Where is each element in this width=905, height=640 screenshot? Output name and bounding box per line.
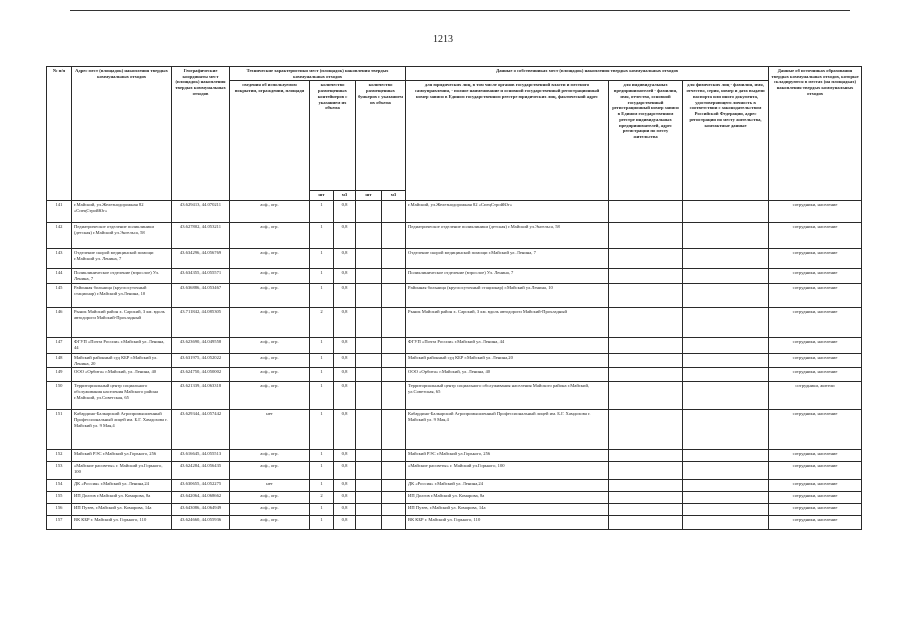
cell-owner: Территориальный центр социального обслуживания населения Майского района г.Майский, ул.Советская, 65	[406, 382, 609, 410]
cell-qty: 1	[310, 283, 334, 307]
cell-empty	[382, 382, 406, 410]
cell-empty	[683, 492, 769, 504]
cell-owner: г.Майский, ул.Железнодорожная 82 «СпецСтройЮг»	[406, 201, 609, 223]
cell-owner: Районная больница (круглосуточный стационар) г.Майский ул.Ленина, 10	[406, 283, 609, 307]
page-number: 1213	[433, 34, 453, 45]
unit-pcs: шт	[310, 191, 334, 201]
cell-empty	[356, 368, 382, 382]
cell-empty	[683, 504, 769, 516]
cell-qty: 1	[310, 410, 334, 450]
cell-coords: 43.616645, 44.055513	[172, 450, 230, 462]
cell-qty: 1	[310, 223, 334, 249]
cell-address: ВК КБР г. Майский ул. Горького, 110	[72, 516, 172, 530]
cell-num: 146	[47, 307, 72, 337]
cell-empty	[609, 492, 683, 504]
cell-vol: 0,8	[334, 504, 356, 516]
cell-surface: асф., огр.	[230, 462, 310, 480]
header-bunkers: количество размещенных бункеров с указанием их объема	[356, 81, 406, 191]
cell-empty	[382, 410, 406, 450]
cell-empty	[609, 480, 683, 492]
cell-address: ДК «Россия» г.Майский ул. Ленина,24	[72, 480, 172, 492]
cell-vol: 0,8	[334, 223, 356, 249]
cell-empty	[683, 223, 769, 249]
cell-empty	[683, 201, 769, 223]
cell-empty	[609, 353, 683, 367]
table-row	[47, 283, 862, 307]
cell-empty	[609, 269, 683, 283]
cell-qty: 1	[310, 269, 334, 283]
cell-empty	[683, 480, 769, 492]
cell-empty	[382, 504, 406, 516]
header-phys: для физических лиц - фамилия, имя, отчество, серия, номер и дата выдачи паспорта или иного документа, удостоверяющего личность в соответствии с законодательством Российской Федерации, адрес регистрации по месту жительства, контактные данные	[683, 81, 769, 201]
cell-address: г.Майский, ул.Железнодорожная 82 «СпецСтройЮг»	[72, 201, 172, 223]
cell-surface: асф., огр.	[230, 382, 310, 410]
cell-surface: асф., огр.	[230, 283, 310, 307]
cell-coords: 43.624750, 44.050002	[172, 368, 230, 382]
cell-coords: 43.636886, 44.053467	[172, 283, 230, 307]
cell-num: 153	[47, 462, 72, 480]
table-row	[47, 201, 862, 223]
cell-sources: сотрудники, население	[769, 462, 862, 480]
cell-empty	[382, 368, 406, 382]
table-row	[47, 480, 862, 492]
cell-empty	[382, 283, 406, 307]
cell-empty	[382, 450, 406, 462]
cell-address: Районная больница (круглосуточный стационар) г.Майский ул.Ленина, 10	[72, 283, 172, 307]
cell-sources: сотрудники, население	[769, 337, 862, 353]
cell-vol: 0,8	[334, 480, 356, 492]
header-sources: Данные об источниках образования твердых коммунальных отходов, которые складируются в местах (на площадках) накопления твердых коммунальных отходов	[769, 67, 862, 201]
cell-empty	[382, 269, 406, 283]
cell-owner: Отделение скорой медицинской помощи г.Майский ул. Ленина, 7	[406, 249, 609, 269]
cell-coords: 43.629344, 44.057442	[172, 410, 230, 450]
cell-coords: 43.624284, 44.056435	[172, 462, 230, 480]
cell-empty	[683, 307, 769, 337]
cell-sources: сотрудники, население	[769, 283, 862, 307]
cell-empty	[609, 410, 683, 450]
cell-empty	[609, 504, 683, 516]
table-row	[47, 353, 862, 367]
cell-qty: 1	[310, 480, 334, 492]
cell-owner: Кабардино-Балкарский Агропромышленный Профессиональный лицей им. Б.Г. Хамдохова г. Майский ул. 9 Мая,4	[406, 410, 609, 450]
cell-surface: асф., огр.	[230, 353, 310, 367]
cell-vol: 0,8	[334, 492, 356, 504]
cell-owner: ИП Пузев, г.Майский ул. Комарова, 14а	[406, 504, 609, 516]
cell-sources: сотрудники, население	[769, 516, 862, 530]
header-coords: Географические координаты мест (площадок) накопления твердых коммунальных отходов	[172, 67, 230, 201]
cell-address: ФГУП «Почта России» г.Майский ул. Ленина, 44	[72, 337, 172, 353]
cell-surface: асф., огр.	[230, 368, 310, 382]
cell-coords: 43.631975, 44.052022	[172, 353, 230, 367]
cell-address: «Майские рассветы» г. Майский ул.Горького, 100	[72, 462, 172, 480]
cell-empty	[609, 516, 683, 530]
cell-qty: 1	[310, 504, 334, 516]
header-tech: Технические характеристики мест (площадок) накопления твердых коммунальных отходов	[230, 67, 406, 81]
cell-empty	[609, 337, 683, 353]
cell-empty	[683, 382, 769, 410]
cell-empty	[683, 283, 769, 307]
cell-qty: 1	[310, 249, 334, 269]
cell-num: 157	[47, 516, 72, 530]
cell-empty	[683, 462, 769, 480]
cell-owner: ВК КБР г. Майский ул. Горького, 110	[406, 516, 609, 530]
cell-sources: сотрудники, население	[769, 480, 862, 492]
cell-num: 142	[47, 223, 72, 249]
cell-coords: 43.623690, 44.049558	[172, 337, 230, 353]
cell-num: 143	[47, 249, 72, 269]
cell-empty	[382, 223, 406, 249]
cell-empty	[382, 492, 406, 504]
cell-sources: сотрудники, население	[769, 201, 862, 223]
table-row	[47, 269, 862, 283]
cell-vol: 0,8	[334, 462, 356, 480]
cell-num: 141	[47, 201, 72, 223]
cell-empty	[683, 410, 769, 450]
cell-num: 154	[47, 480, 72, 492]
cell-coords: 43.642064, 44.068662	[172, 492, 230, 504]
cell-surface: асф., огр.	[230, 201, 310, 223]
cell-empty	[609, 249, 683, 269]
cell-owner: Поликлиническое отделение (взрослое) Ул. Ленина, 7	[406, 269, 609, 283]
cell-num: 150	[47, 382, 72, 410]
cell-qty: 1	[310, 462, 334, 480]
cell-sources: сотрудники, жители	[769, 382, 862, 410]
cell-surface: асф., огр.	[230, 504, 310, 516]
cell-vol: 0,8	[334, 382, 356, 410]
cell-surface: асф., огр.	[230, 223, 310, 249]
cell-sources: сотрудники, население	[769, 307, 862, 337]
cell-num: 144	[47, 269, 72, 283]
cell-empty	[356, 462, 382, 480]
cell-address: ИП Долгов г.Майский ул. Комарова, 8а	[72, 492, 172, 504]
cell-owner: Майский районный суд КБР г.Майский ул. Ленина,20	[406, 353, 609, 367]
cell-vol: 0,8	[334, 307, 356, 337]
header-num: № п/п	[47, 67, 72, 201]
cell-owner: ДК «Россия» г.Майский ул. Ленина,24	[406, 480, 609, 492]
cell-num: 156	[47, 504, 72, 516]
cell-empty	[382, 337, 406, 353]
cell-empty	[356, 337, 382, 353]
table-row	[47, 337, 862, 353]
cell-qty: 2	[310, 307, 334, 337]
table-row	[47, 450, 862, 462]
cell-sources: сотрудники, население	[769, 249, 862, 269]
cell-vol: 0,8	[334, 269, 356, 283]
cell-empty	[356, 283, 382, 307]
cell-empty	[382, 480, 406, 492]
cell-sources: сотрудники, население	[769, 492, 862, 504]
cell-empty	[356, 382, 382, 410]
cell-address: Рынок Майский район х. Сарский, 3 км. вдоль автодороги Майский-Прохладный	[72, 307, 172, 337]
cell-num: 151	[47, 410, 72, 450]
cell-address: Педиатрическое отделение поликлиники (детская) г.Майский ул.Энгельса, 58	[72, 223, 172, 249]
table-row	[47, 410, 862, 450]
cell-coords: 43.629413, 44.070211	[172, 201, 230, 223]
cell-empty	[683, 353, 769, 367]
cell-surface: асф., огр.	[230, 450, 310, 462]
cell-sources: сотрудники, население	[769, 410, 862, 450]
cell-sources: сотрудники, население	[769, 353, 862, 367]
cell-qty: 1	[310, 516, 334, 530]
cell-num: 149	[47, 368, 72, 382]
cell-address: ИП Пузев, г.Майский ул. Комарова, 14а	[72, 504, 172, 516]
cell-address: Поликлиническое отделение (взрослое) Ул. Ленина, 7	[72, 269, 172, 283]
cell-empty	[609, 462, 683, 480]
cell-owner: ООО «Орбита» г.Майский, ул. Ленина, 40	[406, 368, 609, 382]
cell-surface: асф., огр.	[230, 492, 310, 504]
cell-empty	[356, 410, 382, 450]
cell-num: 148	[47, 353, 72, 367]
cell-coords: 43.627802, 44.053211	[172, 223, 230, 249]
cell-owner: ИП Долгов г.Майский ул. Комарова, 8а	[406, 492, 609, 504]
header-address: Адрес мест (площадок) накопления твердых коммунальных отходов	[72, 67, 172, 201]
cell-empty	[356, 249, 382, 269]
header-containers: количество размещенных контейнеров с указанием их объема	[310, 81, 356, 191]
cell-empty	[382, 201, 406, 223]
cell-surface: нет	[230, 410, 310, 450]
header-rule	[70, 10, 850, 11]
table-row	[47, 223, 862, 249]
cell-surface: асф., огр.	[230, 516, 310, 530]
cell-empty	[356, 307, 382, 337]
table-body	[47, 201, 862, 530]
cell-vol: 0,8	[334, 353, 356, 367]
cell-address: Отделение скорой медицинской помощи г.Майский ул. Ленина, 7	[72, 249, 172, 269]
cell-empty	[609, 307, 683, 337]
cell-vol: 0,8	[334, 249, 356, 269]
cell-coords: 43.634355, 44.055571	[172, 269, 230, 283]
cell-empty	[609, 382, 683, 410]
header-owners: Данные о собственниках мест (площадок) накопления твердых коммунальных отходов	[406, 67, 769, 81]
cell-coords: 43.711842, 44.085305	[172, 307, 230, 337]
cell-sources: сотрудники, население	[769, 504, 862, 516]
cell-qty: 1	[310, 337, 334, 353]
table-row	[47, 462, 862, 480]
cell-vol: 0,8	[334, 450, 356, 462]
cell-coords: 43.621339, 44.063318	[172, 382, 230, 410]
cell-owner: Майский РЭС г.Майский ул.Горького, 256	[406, 450, 609, 462]
cell-num: 145	[47, 283, 72, 307]
cell-empty	[356, 492, 382, 504]
cell-owner: Педиатрическое отделение поликлиники (детская) г.Майский ул.Энгельса, 58	[406, 223, 609, 249]
cell-qty: 1	[310, 450, 334, 462]
cell-coords: 43.624660, 44.055936	[172, 516, 230, 530]
cell-empty	[683, 249, 769, 269]
cell-address: Кабардино-Балкарский Агропромышленный Профессиональный лицей им. Б.Г. Хамдохова г. Майский ул. 9 Мая,4	[72, 410, 172, 450]
cell-address: Майский РЭС г.Майский ул.Горького, 256	[72, 450, 172, 462]
unit-pcs-bunker: шт	[356, 191, 382, 201]
cell-coords: 43.643086, 44.064949	[172, 504, 230, 516]
cell-empty	[609, 368, 683, 382]
cell-qty: 1	[310, 382, 334, 410]
cell-sources: сотрудники, население	[769, 223, 862, 249]
cell-surface: асф., огр.	[230, 249, 310, 269]
cell-empty	[609, 223, 683, 249]
cell-coords: 43.630655, 44.052275	[172, 480, 230, 492]
cell-vol: 0,8	[334, 410, 356, 450]
cell-qty: 1	[310, 368, 334, 382]
cell-empty	[356, 504, 382, 516]
header-surface: сведения об используемом покрытии, ограждении, площади	[230, 81, 310, 201]
header-ip: для индивидуальных предпринимателей - фамилия, имя, отчество, основной государственный регистрационный номер записи в Едином государственном реестре индивидуальных предпринимателей, адрес регистрации по месту жительства	[609, 81, 683, 201]
cell-empty	[356, 353, 382, 367]
table-row	[47, 492, 862, 504]
cell-empty	[382, 516, 406, 530]
cell-empty	[683, 337, 769, 353]
cell-vol: 0,8	[334, 201, 356, 223]
cell-empty	[356, 516, 382, 530]
table-row	[47, 368, 862, 382]
cell-empty	[609, 450, 683, 462]
unit-m3: м3	[334, 191, 356, 201]
table-row	[47, 382, 862, 410]
cell-sources: сотрудники, население	[769, 450, 862, 462]
unit-m3-bunker: м3	[382, 191, 406, 201]
cell-num: 147	[47, 337, 72, 353]
cell-address: ООО «Орбита» г.Майский, ул. Ленина, 40	[72, 368, 172, 382]
cell-empty	[683, 269, 769, 283]
cell-sources: сотрудники, население	[769, 269, 862, 283]
cell-empty	[356, 450, 382, 462]
cell-surface: асф., огр.	[230, 307, 310, 337]
cell-address: Территориальный центр социального обслуживания населения Майского района г.Майский, ул.Советская, 65	[72, 382, 172, 410]
cell-owner: ФГУП «Почта России» г.Майский ул. Ленина, 44	[406, 337, 609, 353]
cell-empty	[356, 223, 382, 249]
cell-vol: 0,8	[334, 283, 356, 307]
cell-empty	[382, 307, 406, 337]
cell-empty	[683, 368, 769, 382]
table-row	[47, 516, 862, 530]
table-row	[47, 307, 862, 337]
cell-surface: асф., огр.	[230, 337, 310, 353]
cell-owner: Рынок Майский район х. Сарский, 3 км. вдоль автодороги Майский-Прохладный	[406, 307, 609, 337]
cell-empty	[683, 516, 769, 530]
cell-empty	[609, 201, 683, 223]
cell-coords: 43.634296, 44.056769	[172, 249, 230, 269]
cell-owner: «Майские рассветы» г. Майский ул.Горького, 100	[406, 462, 609, 480]
cell-empty	[356, 480, 382, 492]
cell-surface: асф., огр.	[230, 269, 310, 283]
cell-empty	[683, 450, 769, 462]
cell-num: 155	[47, 492, 72, 504]
table-row	[47, 504, 862, 516]
cell-empty	[382, 249, 406, 269]
cell-surface: нет	[230, 480, 310, 492]
cell-empty	[382, 462, 406, 480]
cell-qty: 1	[310, 353, 334, 367]
cell-address: Майский районный суд КБР г.Майский ул. Ленина, 20	[72, 353, 172, 367]
header-legal: для юридических лиц, в том числе органов государственной власти и местного самоуправления, - полное наименование и основной государственный регистрационный номер записи в Едином государственном реестре юридических лиц, фактический адрес	[406, 81, 609, 201]
cell-empty	[609, 283, 683, 307]
cell-qty: 1	[310, 201, 334, 223]
table-row	[47, 249, 862, 269]
waste-sites-table	[46, 66, 862, 530]
cell-empty	[382, 353, 406, 367]
cell-vol: 0,8	[334, 337, 356, 353]
cell-num: 152	[47, 450, 72, 462]
cell-empty	[356, 269, 382, 283]
cell-vol: 0,8	[334, 516, 356, 530]
cell-vol: 0,8	[334, 368, 356, 382]
cell-qty: 2	[310, 492, 334, 504]
cell-empty	[356, 201, 382, 223]
cell-sources: сотрудники, население	[769, 368, 862, 382]
